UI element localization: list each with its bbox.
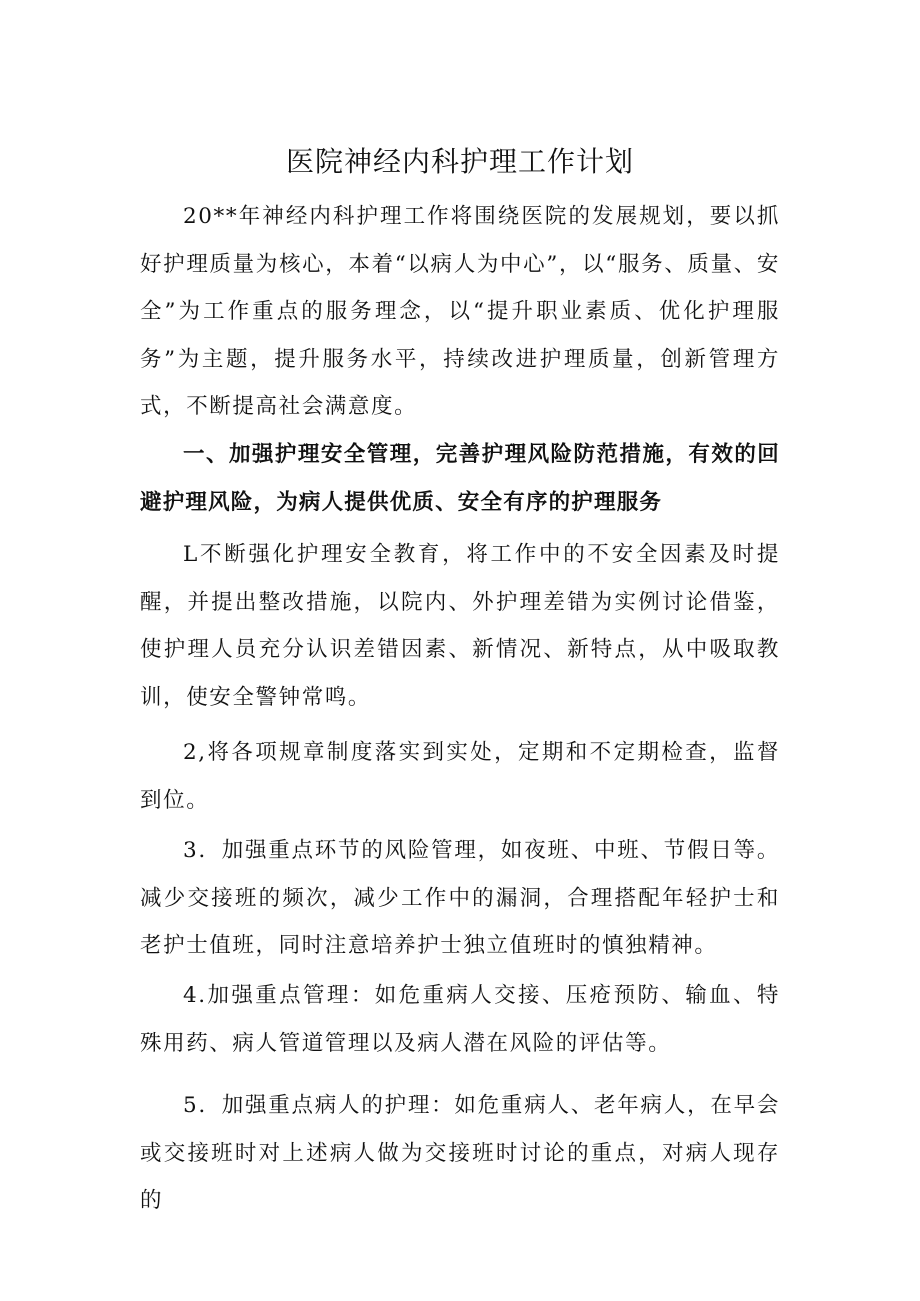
list-item-1: L不断强化护理安全教育，将工作中的不安全因素及时提醒，并提出整改措施，以院内、外护理差错为实例讨论借鉴，使护理人员充分认识差错因素、新情况、新特点，从中吸取教训，使安全警钟常鸣。 (140, 542, 780, 710)
list-item-4: 4.加强重点管理：如危重病人交接、压疮预防、输血、特殊用药、病人管道管理以及病人潜在风险的评估等。 (140, 983, 780, 1056)
list-item-2: 2,将各项规章制度落实到实处，定期和不定期检查，监督到位。 (140, 740, 780, 813)
document-title: 医院神经内科护理工作计划 (285, 145, 634, 178)
list-item-5: 5．加强重点病人的护理：如危重病人、老年病人，在早会或交接班时对上述病人做为交接班时讨论的重点，对病人现存的 (140, 1093, 780, 1213)
section-1-heading: 一、加强护理安全管理，完善护理风险防范措施，有效的回避护理风险，为病人提供优质、安全有序的护理服务 (140, 442, 780, 515)
intro-paragraph: 20**年神经内科护理工作将围绕医院的发展规划，要以抓好护理质量为核心，本着“以病人为中心”，以“服务、质量、安全”为工作重点的服务理念，以“提升职业素质、优化护理服务”为主题，提升服务水平，持续改进护理质量，创新管理方式，不断提高社会满意度。 (140, 204, 780, 419)
list-item-3: 3．加强重点环节的风险管理，如夜班、中班、节假日等。减少交接班的频次，减少工作中的漏洞，合理搭配年轻护士和老护士值班，同时注意培养护士独立值班时的慎独精神。 (140, 838, 780, 958)
